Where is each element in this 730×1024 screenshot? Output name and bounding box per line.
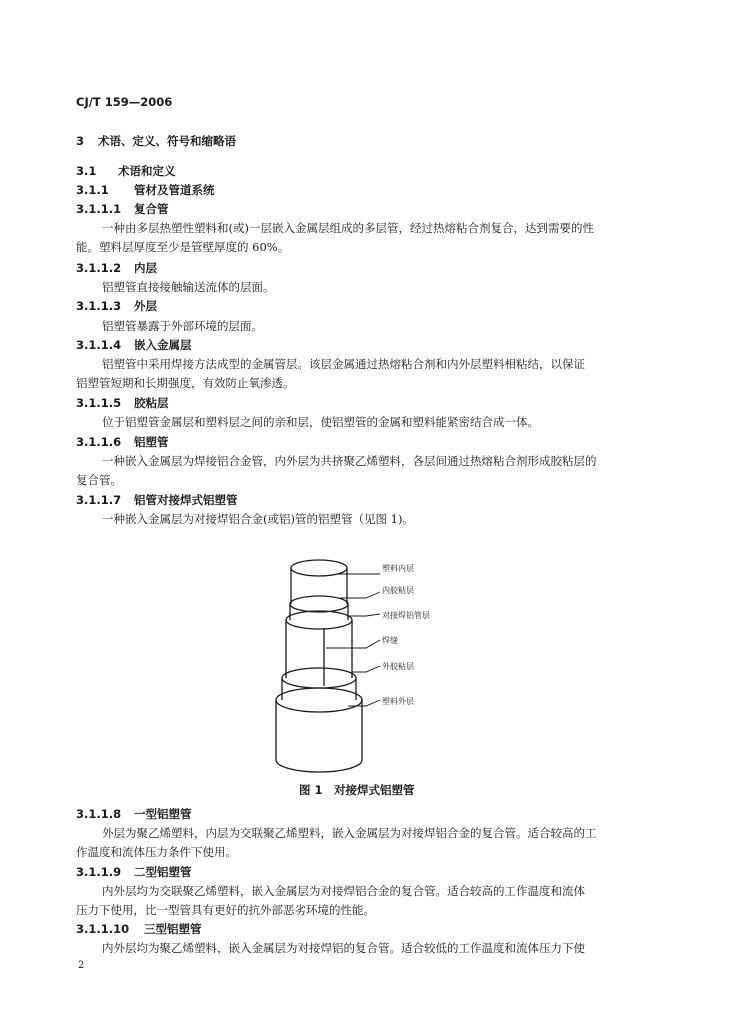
term-number: 3.1.1.5 [76,396,122,410]
term-heading [76,395,169,411]
term-definition-line: 内外层均为聚乙烯塑料，嵌入金属层为对接焊铝的复合管。适合较低的工作温度和流体压力下使 [102,941,585,955]
aluminium-top-ellipse [286,611,352,629]
section-number: 3 [76,134,85,148]
term-definition-line: 压力下使用，比一型管具有更好的抗外部恶劣环境的性能。 [76,903,375,917]
page-number: 2 [78,960,85,971]
term-title: 胶粘层 [134,396,169,410]
term-heading [76,337,192,353]
figure-caption: 图 1 对接焊式铝塑管 [299,783,415,797]
term-heading [76,434,169,450]
section-number: 3.1.1 [76,183,109,197]
term-title: 嵌入金属层 [134,338,192,352]
term-heading [76,806,192,822]
term-definition-line: 能。塑料层厚度至少是管壁厚度的 60%。 [76,240,290,254]
outer-plastic-top-ellipse [276,688,362,712]
term-heading [76,492,238,508]
term-title: 三型铝塑管 [144,922,202,936]
term-title: 外层 [134,299,157,313]
term-definition-line: 铝塑管暴露于外部环境的层面。 [102,319,263,333]
outer-plastic-layer-shape [276,700,362,772]
section-title: 管材及管道系统 [134,183,215,197]
term-heading [76,260,157,276]
term-heading [76,864,192,880]
term-number: 3.1.1.4 [76,338,122,352]
term-number: 3.1.1.1 [76,202,122,216]
outer-adhesive-top-ellipse [282,668,356,688]
figure-label: 塑料内层 [382,564,414,573]
figure-label: 外胶粘层 [382,662,414,671]
term-number: 3.1.1.10 [76,922,130,936]
figure-label: 塑料外层 [382,697,414,706]
term-number: 3.1.1.6 [76,435,122,449]
term-title: 铝塑管 [134,435,169,449]
section-3-1-1-heading [76,182,215,198]
section-3-heading [76,133,236,149]
term-definition-line: 一种由多层热塑性塑料和(或)一层嵌入金属层组成的多层管，经过热熔粘合剂复合，达到需要的性 [102,221,594,235]
section-title: 术语和定义 [118,164,176,178]
section-title: 术语、定义、符号和缩略语 [98,134,236,148]
term-definition-line: 作温度和流体压力条件下使用。 [76,845,237,859]
term-definition-line: 位于铝塑管金属层和塑料层之间的亲和层，使铝塑管的金属和塑料能紧密结合成一体。 [102,415,539,429]
term-heading [76,298,157,314]
outer-adhesive-layer-shape [282,678,356,700]
term-number: 3.1.1.2 [76,261,122,275]
term-heading [76,921,202,937]
figure-label: 对接焊铝管层 [382,611,430,620]
term-number: 3.1.1.9 [76,865,122,879]
figure-label: 焊缝 [382,636,398,645]
term-definition-line: 内外层均为交联聚乙烯塑料，嵌入金属层为对接焊铝合金的复合管。适合较高的工作温度和流体 [102,884,585,898]
term-title: 内层 [134,261,157,275]
term-definition-line: 一种嵌入金属层为焊接铝合金管，内外层为共挤聚乙烯塑料，各层间通过热熔粘合剂形成胶粘层的 [102,454,597,468]
term-heading [76,201,169,217]
term-definition-line: 铝塑管中采用焊接方法成型的金属管层。该层金属通过热熔粘合剂和内外层塑料相粘结，以保证 [102,357,585,371]
term-title: 铝管对接焊式铝塑管 [134,493,238,507]
standard-number: CJ/T 159—2006 [76,95,173,109]
inner-adhesive-top-ellipse [290,596,348,612]
term-title: 一型铝塑管 [134,807,192,821]
term-definition-line: 一种嵌入金属层为对接焊铝合金(或铝)管的铝塑管（见图 1)。 [102,512,414,526]
term-definition-line: 铝塑管短期和长期强度，有效防止氧渗透。 [76,376,295,390]
section-number: 3.1 [76,164,97,178]
term-number: 3.1.1.7 [76,493,122,507]
term-number: 3.1.1.3 [76,299,122,313]
term-number: 3.1.1.8 [76,807,122,821]
term-title: 复合管 [134,202,169,216]
pipe-cross-section-figure [262,548,462,783]
term-definition-line: 外层为聚乙烯塑料，内层为交联聚乙烯塑料，嵌入金属层为对接焊铝合金的复合管。适合较高的工 [102,826,597,840]
figure-label: 内胶粘层 [382,586,414,595]
term-definition-line: 复合管。 [76,473,122,487]
term-title: 二型铝塑管 [134,865,192,879]
term-definition-line: 铝塑管直接接触输送流体的层面。 [102,280,275,294]
section-3-1-heading [76,163,176,179]
